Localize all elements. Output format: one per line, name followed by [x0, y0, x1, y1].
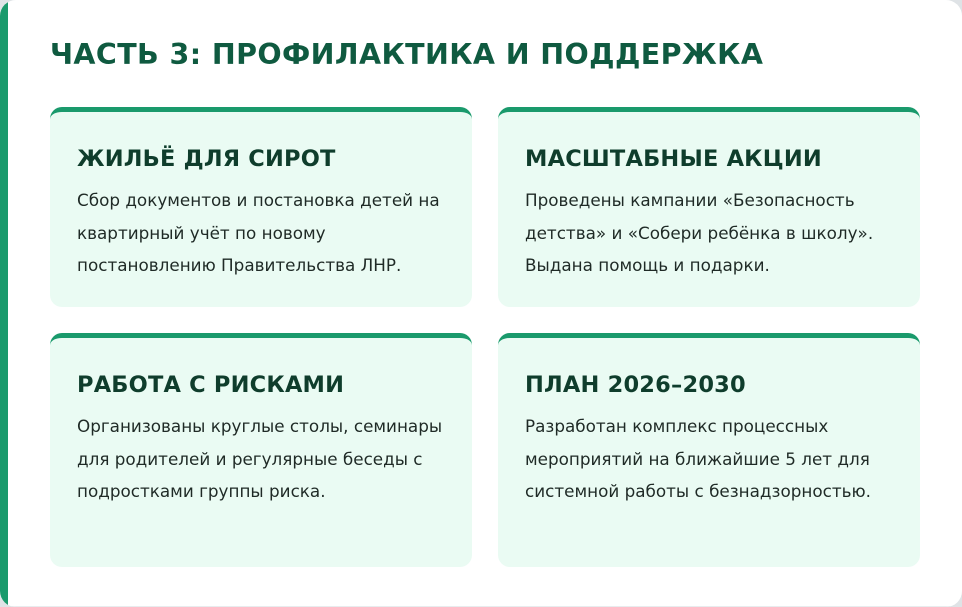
card-title: ПЛАН 2026–2030	[525, 372, 746, 398]
card-title: МАСШТАБНЫЕ АКЦИИ	[525, 146, 822, 172]
card-plan-2026-2030	[498, 333, 920, 567]
card-text: Проведены кампании «Безопасность детства» и «Собери ребёнка в школу». Выдана помощь и подарки.	[525, 190, 874, 275]
card-text: Сбор документов и постановка детей на квартирный учёт по новому постановлению Правительства ЛНР.	[77, 190, 440, 275]
card-text: Разработан комплекс процессных мероприятий на ближайшие 5 лет для системной работы с безнадзорностью.	[525, 416, 871, 501]
card-title: ЖИЛЬЁ ДЛЯ СИРОТ	[77, 146, 336, 172]
card-title: РАБОТА С РИСКАМИ	[77, 372, 345, 398]
card-risk-work	[50, 333, 472, 567]
card-orphan-housing	[50, 107, 472, 307]
accent-bar	[0, 0, 8, 607]
card-large-campaigns	[498, 107, 920, 307]
card-text: Организованы круглые столы, семинары для родителей и регулярные беседы с подростками группы риска.	[77, 416, 443, 501]
page-title: ЧАСТЬ 3: ПРОФИЛАКТИКА И ПОДДЕРЖКА	[50, 38, 764, 71]
